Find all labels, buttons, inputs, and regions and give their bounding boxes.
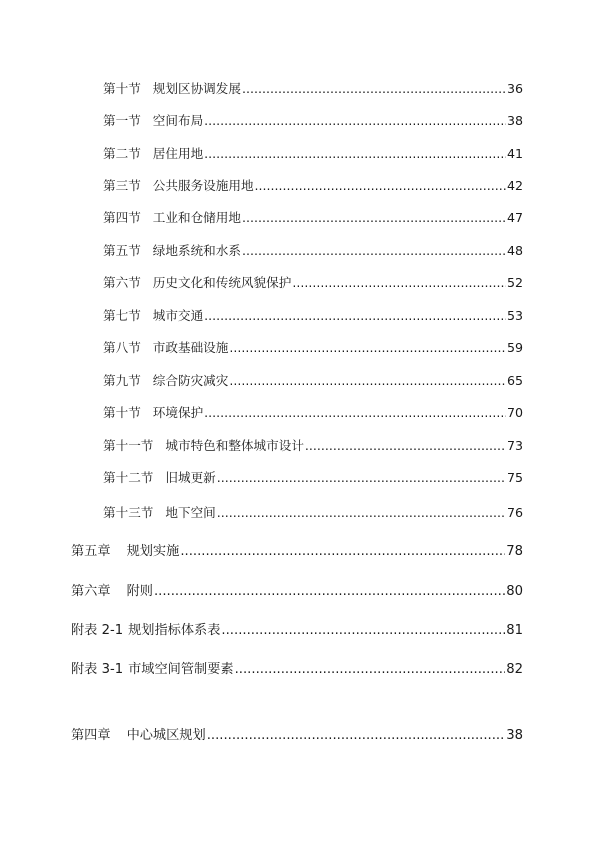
toc-leader-dots — [229, 342, 506, 355]
toc-entry-label: 第六章 — [71, 584, 111, 599]
toc-entry-page: 70 — [506, 405, 523, 420]
toc-entry-label: 第八节 — [103, 340, 141, 355]
toc-entry-chapter[interactable] — [71, 585, 523, 598]
toc-entry-section[interactable] — [103, 277, 523, 290]
toc-entry-label: 附表 2-1 — [71, 623, 124, 638]
toc-entry-section[interactable] — [103, 83, 523, 96]
toc-entry-label: 第三节 — [103, 178, 141, 193]
toc-entry-title: 综合防灾减灾 — [152, 373, 229, 388]
toc-entry-page: 81 — [506, 623, 523, 638]
toc-leader-dots — [204, 148, 506, 161]
toc-entry-title: 规划实施 — [126, 544, 180, 559]
toc-entry-section[interactable] — [103, 440, 523, 453]
toc-entry-page: 59 — [506, 340, 523, 355]
toc-entry-label: 第十二节 — [103, 470, 154, 485]
toc-entry-chapter[interactable] — [71, 545, 523, 558]
toc-entry-section[interactable] — [103, 310, 523, 323]
toc-entry-section[interactable] — [103, 507, 523, 520]
toc-leader-dots — [204, 115, 506, 128]
toc-entry-section[interactable] — [103, 472, 523, 485]
toc-entry-label: 第一节 — [103, 113, 141, 128]
toc-entry-section[interactable] — [103, 407, 523, 420]
toc-entry-page: 42 — [506, 178, 523, 193]
toc-entry-page: 76 — [506, 505, 523, 520]
toc-entry-section[interactable] — [103, 115, 523, 128]
toc-entry-title: 居住用地 — [152, 146, 204, 161]
toc-leader-dots — [292, 277, 506, 290]
toc-entry-label: 第七节 — [103, 308, 141, 323]
toc-entry-title: 规划区协调发展 — [152, 81, 241, 96]
toc-entry-page: 65 — [506, 373, 523, 388]
toc-entry-page: 78 — [506, 544, 523, 559]
toc-entry-title: 规划指标体系表 — [128, 623, 221, 638]
toc-entry-label: 第五节 — [103, 243, 141, 258]
toc-leader-dots — [255, 180, 506, 193]
toc-leader-dots — [242, 83, 506, 96]
toc-entry-label: 第四节 — [103, 210, 141, 225]
toc-entry-label: 附表 3-1 — [71, 662, 124, 677]
toc-entry-label: 第四章 — [71, 728, 111, 743]
toc-leader-dots — [235, 663, 506, 676]
toc-entry-title: 绿地系统和水系 — [152, 243, 241, 258]
toc-entry-label: 第十节 — [103, 81, 141, 96]
toc-entry-title: 市域空间管制要素 — [128, 662, 234, 677]
toc-entry-section[interactable] — [103, 342, 523, 355]
toc-entry-page: 38 — [506, 728, 523, 743]
toc-leader-dots — [207, 729, 506, 742]
toc-entry-page: 73 — [506, 438, 523, 453]
toc-leader-dots — [204, 407, 506, 420]
toc-entry-section[interactable] — [103, 212, 523, 225]
toc-entry-appendix[interactable] — [71, 624, 523, 637]
toc-entry-page: 41 — [506, 146, 523, 161]
toc-leader-dots — [305, 440, 506, 453]
toc-leader-dots — [217, 472, 506, 485]
toc-entry-section[interactable] — [103, 180, 523, 193]
toc-entry-title: 公共服务设施用地 — [152, 178, 254, 193]
toc-entry-label: 第十节 — [103, 405, 141, 420]
toc-entry-title: 环境保护 — [152, 405, 204, 420]
toc-entry-label: 第九节 — [103, 373, 141, 388]
toc-entry-appendix[interactable] — [71, 663, 523, 676]
toc-entry-page: 80 — [506, 584, 523, 599]
toc-leader-dots — [217, 507, 506, 520]
toc-entry-title: 附则 — [126, 584, 153, 599]
toc-entry-label: 第十三节 — [103, 505, 154, 520]
toc-entry-title: 中心城区规划 — [126, 728, 206, 743]
toc-entry-page: 75 — [506, 470, 523, 485]
toc-leader-dots — [180, 545, 505, 558]
toc-entry-title: 地下空间 — [165, 505, 216, 520]
toc-entry-chapter[interactable] — [71, 729, 523, 742]
toc-entry-title: 历史文化和传统风貌保护 — [152, 275, 292, 290]
toc-leader-dots — [204, 310, 506, 323]
toc-entry-page: 47 — [506, 210, 523, 225]
toc-entry-page: 53 — [506, 308, 523, 323]
toc-entry-page: 38 — [506, 113, 523, 128]
toc-entry-section[interactable] — [103, 375, 523, 388]
toc-entry-page: 82 — [506, 662, 523, 677]
toc-entry-title: 工业和仓储用地 — [152, 210, 241, 225]
toc-leader-dots — [229, 375, 506, 388]
toc-leader-dots — [221, 624, 505, 637]
toc-leader-dots — [242, 245, 506, 258]
toc-entry-label: 第五章 — [71, 544, 111, 559]
toc-entry-label: 第十一节 — [103, 438, 154, 453]
toc-entry-page: 52 — [506, 275, 523, 290]
toc-entry-page: 36 — [506, 81, 523, 96]
toc-entry-title: 市政基础设施 — [152, 340, 229, 355]
toc-entry-section[interactable] — [103, 245, 523, 258]
toc-entry-title: 空间布局 — [152, 113, 204, 128]
toc-leader-dots — [154, 585, 505, 598]
toc-leader-dots — [242, 212, 506, 225]
toc-entry-page: 48 — [506, 243, 523, 258]
toc-entry-section[interactable] — [103, 148, 523, 161]
toc-entry-label: 第六节 — [103, 275, 141, 290]
toc-entry-title: 旧城更新 — [165, 470, 216, 485]
toc-entry-title: 城市交通 — [152, 308, 204, 323]
toc-entry-label: 第二节 — [103, 146, 141, 161]
toc-entry-title: 城市特色和整体城市设计 — [165, 438, 304, 453]
